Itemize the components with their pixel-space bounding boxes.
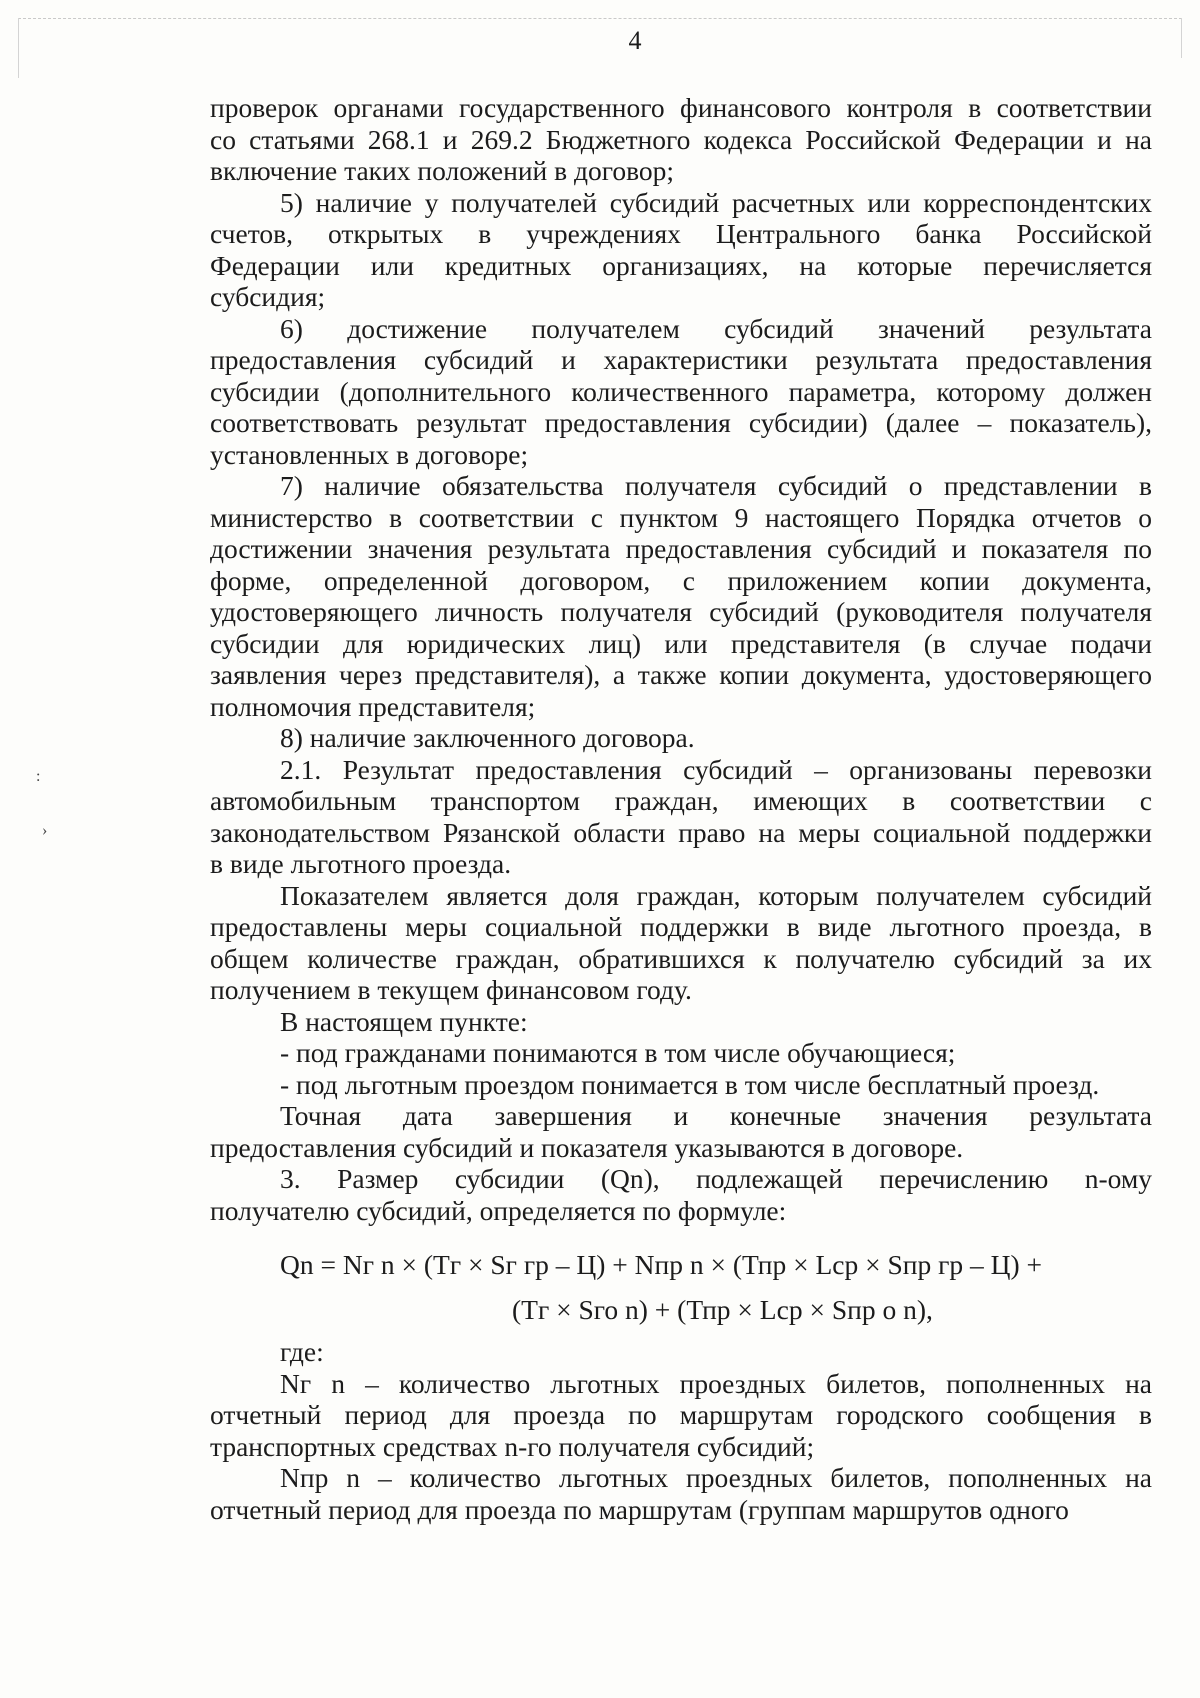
- text-line: 3. Размер субсидии (Qn), подлежащей перечислению n-ому: [280, 1163, 1152, 1194]
- text-line: соответствовать результат предоставления субсидии) (далее – показатель),: [210, 407, 1152, 438]
- formula-line-1: Qn = Nг n × (Тг × Sг гр – Ц) + Nпр n × (Тпр × Lср × Sпр гр – Ц) +: [280, 1249, 1043, 1280]
- page-number: 4: [628, 26, 642, 55]
- text-line: заявления через представителя), а также копии документа, удостоверяющего: [210, 659, 1152, 690]
- text-line: - под гражданами понимаются в том числе обучающиеся;: [280, 1037, 956, 1068]
- text-line: 2.1. Результат предоставления субсидий – организованы перевозки: [280, 753, 1152, 785]
- text-line: министерство в соответствии с пунктом 9 настоящего Порядка отчетов о: [210, 501, 1152, 533]
- text-line: со статьями 268.1 и 269.2 Бюджетного кодекса Российской Федерации и на: [210, 123, 1152, 155]
- text-line: полномочия представителя;: [210, 690, 536, 722]
- scan-speck: ›: [42, 822, 48, 839]
- paragraph: [210, 92, 1152, 187]
- text-line: включение таких положений в договор;: [210, 155, 675, 186]
- text-line: - под льготным проездом понимается в том числе бесплатный проезд.: [280, 1068, 1100, 1100]
- text-line: отчетный период для проезда по маршрутам городского сообщения в: [210, 1399, 1152, 1430]
- text-line: предоставления субсидий и характеристики результата предоставления: [210, 344, 1152, 375]
- where-label: где:: [280, 1336, 324, 1367]
- paragraph: [210, 880, 1152, 1006]
- text-line: получением в текущем финансовом году.: [210, 974, 692, 1005]
- paragraph: [210, 1006, 1152, 1038]
- text-line: в виде льготного проезда.: [210, 848, 512, 879]
- text-line: счетов, открытых в учреждениях Центрального банка Российской: [210, 218, 1152, 249]
- text-line: удостоверяющего личность получателя субсидий (руководителя получателя: [210, 596, 1152, 627]
- text-line: Точная дата завершения и конечные значения результата: [280, 1100, 1152, 1131]
- paragraph: [210, 1100, 1152, 1163]
- text-line: предоставления субсидий и показателя указываются в договоре.: [210, 1131, 964, 1163]
- paragraph: [210, 1037, 1152, 1069]
- text-line: Nг n – количество льготных проездных билетов, пополненных на: [280, 1367, 1152, 1399]
- text-line: субсидия;: [210, 281, 326, 312]
- text-line: Федерации или кредитных организациях, на которые перечисляется: [210, 249, 1152, 281]
- paragraph: [210, 722, 1152, 754]
- text-line: законодательством Рязанской области право на меры социальной поддержки: [210, 816, 1152, 848]
- text-line: предоставлены меры социальной поддержки в виде льготного проезда, в: [210, 911, 1152, 942]
- formula-line-2: (Тг × Sго n) + (Тпр × Lср × Sпр о n),: [512, 1294, 933, 1325]
- scan-speck: :: [36, 768, 41, 785]
- scan-edge-top: [18, 18, 1182, 19]
- text-line: отчетный период для проезда по маршрутам (группам маршрутов одного: [210, 1493, 1069, 1525]
- paragraph: [210, 470, 1152, 722]
- text-line: установленных в договоре;: [210, 438, 529, 470]
- text-line: Показателем является доля граждан, которым получателем субсидий: [280, 879, 1152, 911]
- text-line: 7) наличие обязательства получателя субсидий о представлении в: [280, 470, 1152, 501]
- text-line: общем количестве граждан, обратившихся к получателю субсидий за их: [210, 942, 1152, 974]
- text-line: автомобильным транспортом граждан, имеющих в соответствии с: [210, 785, 1152, 816]
- text-line: 5) наличие у получателей субсидий расчетных или корреспондентских: [280, 186, 1152, 218]
- text-line: субсидии для юридических лиц) или представителя (в случае подачи: [210, 627, 1152, 659]
- text-line: Nпр n – количество льготных проездных билетов, пополненных на: [280, 1462, 1152, 1493]
- text-line: субсидии (дополнительного количественного параметра, которому должен: [210, 375, 1152, 407]
- paragraph: [210, 1069, 1152, 1101]
- paragraph: [210, 313, 1152, 471]
- document-body: [210, 92, 1152, 1525]
- paragraph: [210, 754, 1152, 880]
- paragraph: [210, 1368, 1152, 1463]
- paragraph: [210, 1462, 1152, 1525]
- paragraph: [210, 1163, 1152, 1226]
- paragraph: [210, 187, 1152, 313]
- text-line: 8) наличие заключенного договора.: [280, 722, 695, 753]
- text-line: форме, определенной договором, с приложением копии документа,: [210, 564, 1152, 596]
- text-line: проверок органами государственного финансового контроля в соответствии: [210, 92, 1152, 123]
- text-line: В настоящем пункте:: [280, 1005, 528, 1037]
- text-line: транспортных средствах n-го получателя субсидий;: [210, 1430, 815, 1462]
- text-line: получателю субсидий, определяется по формуле:: [210, 1194, 787, 1226]
- text-line: 6) достижение получателем субсидий значений результата: [280, 312, 1152, 344]
- text-line: достижении значения результата предоставления субсидий и показателя по: [210, 533, 1152, 564]
- formula: [210, 1242, 1152, 1332]
